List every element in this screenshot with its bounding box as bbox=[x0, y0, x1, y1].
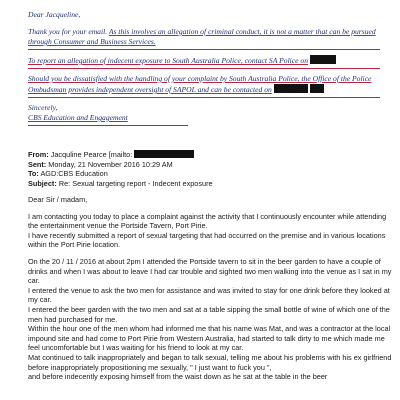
email-paragraph: Mat continued to talk inappropriately and began to talk sexual, telling me about his problems with his ex girlfriend before inappropriately propositioning me sexually, " I just want to fuck you ", bbox=[28, 352, 392, 372]
email-greeting: Dear Sir / madam, bbox=[28, 195, 88, 204]
sent-label: Sent: bbox=[28, 159, 47, 169]
reply-signature: CBS Education and Engagement bbox=[28, 113, 128, 122]
email-paragraph: I have recently submitted a report of sexual targeting that had occurred on the premise and in various locations within the Port Pirie location. bbox=[28, 230, 386, 250]
to-row bbox=[28, 169, 392, 179]
sent-row bbox=[28, 160, 392, 170]
email-paragraph: I am contacting you today to place a complaint against the activity that I continuously encounter while attending the entertainment venue the Portside Tavern, Port Pirie. bbox=[28, 211, 387, 231]
email-paragraph: I entered the beer garden with the two men and sat at a table sipping the small bottle of wine of which one of the men had purchased for me. bbox=[28, 304, 390, 324]
subject-label: Subject: bbox=[28, 178, 57, 188]
redaction-block bbox=[134, 150, 194, 158]
reply-paragraph-3 bbox=[28, 74, 380, 95]
redaction-block bbox=[310, 55, 336, 64]
email-paragraph: Within the hour one of the men whom had informed me that his name was Mat, and was a contractor at the local impound site and had come to Port Pirie from Western Australia, had started to talk dirty to me which made me feel uncomfortable but I was waiting for his friend to look at my car. bbox=[28, 324, 391, 353]
redaction-block bbox=[274, 84, 308, 93]
redaction-block bbox=[310, 84, 324, 93]
reply-ombudsman-text: Should you be dissatisfied with the handling of your complaint by South Australia Police, the Office of the Police Ombudsman provides independent oversight of SAPOL and can be contacted on bbox=[28, 74, 372, 94]
reply-salutation: Dear Jacqueline, bbox=[28, 10, 81, 19]
reply-report-text: To report an allegation of indecent exposure to South Australia Police, contact SA Police on bbox=[28, 56, 309, 65]
subject-value: Re: Sexual targeting report - Indecent exposure bbox=[58, 178, 213, 188]
red-underline bbox=[28, 68, 380, 69]
to-value: AGD:CBS Education bbox=[40, 169, 108, 178]
email-paragraph: On the 20 / 11 / 2016 at about 2pm I attended the Portside tavern to sit in the beer garden to have a couple of drinks and when I was about to leave I had car trouble and sighted two men walking into the venue as I sat in my car. bbox=[28, 256, 392, 286]
to-label: To: bbox=[28, 169, 39, 178]
reply-thanks-text: Thank you for your email. bbox=[28, 27, 109, 36]
red-underline bbox=[28, 49, 380, 50]
email-paragraph: and before indecently exposing himself from the waist down as he sat at the table in the beer bbox=[28, 372, 328, 382]
subject-row bbox=[28, 179, 392, 189]
from-label: From: bbox=[28, 150, 49, 159]
from-row bbox=[28, 150, 392, 160]
red-underline bbox=[28, 125, 188, 126]
email-paragraph: I entered the venue to ask the two men for assistance and was invited to stay for one drink before they looked at my car. bbox=[28, 285, 390, 305]
reply-criminal-conduct-text: As this involves an allegation of criminal conduct, it is not a matter that can be pursued through Consumer and Business Services. bbox=[28, 27, 376, 46]
original-email bbox=[28, 150, 392, 382]
reply-letter bbox=[28, 10, 380, 131]
reply-closing: Sincerely, bbox=[28, 103, 58, 112]
red-underline bbox=[28, 97, 380, 98]
email-header bbox=[28, 150, 392, 188]
reply-paragraph-1 bbox=[28, 27, 380, 47]
from-value: Jacquline Pearce [mailto: bbox=[50, 150, 133, 159]
reply-paragraph-2 bbox=[28, 55, 380, 66]
sent-value: Monday, 21 November 2016 10:29 AM bbox=[48, 159, 173, 169]
